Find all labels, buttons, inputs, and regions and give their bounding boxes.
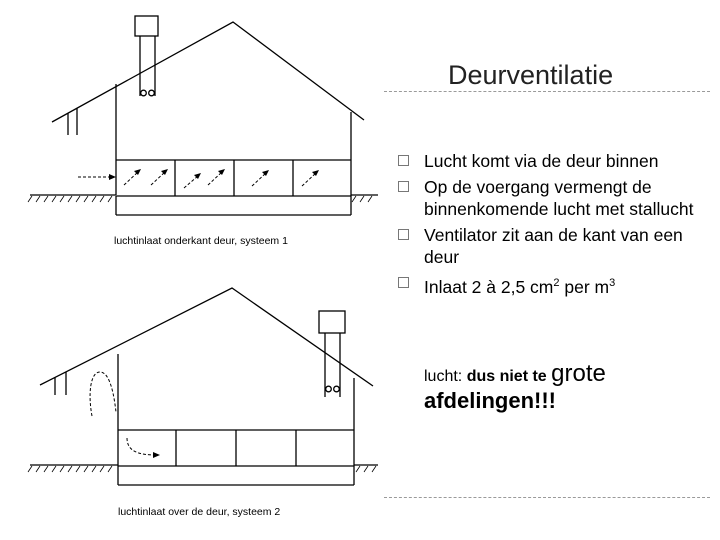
lucht-text: lucht: xyxy=(424,368,467,385)
bullet-item xyxy=(398,150,698,172)
dus-text: dus niet te xyxy=(466,368,552,385)
inlet-note xyxy=(424,360,714,414)
arrowheads-2 xyxy=(153,452,160,458)
airflow-arrows-2 xyxy=(90,372,156,455)
checkbox-icon xyxy=(398,181,409,192)
barn-system-2 xyxy=(30,288,378,485)
bullet-item xyxy=(398,224,698,268)
grote-text: grote xyxy=(551,360,606,387)
bullet-text: Ventilator zit aan de kant van een deur xyxy=(424,225,683,267)
caption-system-1: luchtinlaat onderkant deur, systeem 1 xyxy=(114,235,288,247)
checkbox-icon xyxy=(398,277,409,288)
bullet-list xyxy=(398,150,698,302)
bullet-text: Op de voergang vermengt de binnenkomende lucht met stallucht xyxy=(424,177,694,219)
arrowheads-1 xyxy=(109,169,319,180)
checkbox-icon xyxy=(398,155,409,166)
slide-title: Deurventilatie xyxy=(448,60,614,90)
bottom-rule xyxy=(384,497,710,498)
checkbox-icon xyxy=(398,229,409,240)
bullet-text: Lucht komt via de deur binnen xyxy=(424,151,659,171)
afdelingen-text: afdelingen!!! xyxy=(424,388,556,413)
bullet-item xyxy=(398,272,698,298)
bullet-item xyxy=(398,176,698,220)
barn-system-1 xyxy=(30,16,378,215)
inlet-text: Inlaat 2 à 2,5 $cm^2$ per $m^3$ xyxy=(424,276,616,297)
title-rule xyxy=(384,91,710,92)
caption-system-2: luchtinlaat over de deur, systeem 2 xyxy=(118,506,281,518)
